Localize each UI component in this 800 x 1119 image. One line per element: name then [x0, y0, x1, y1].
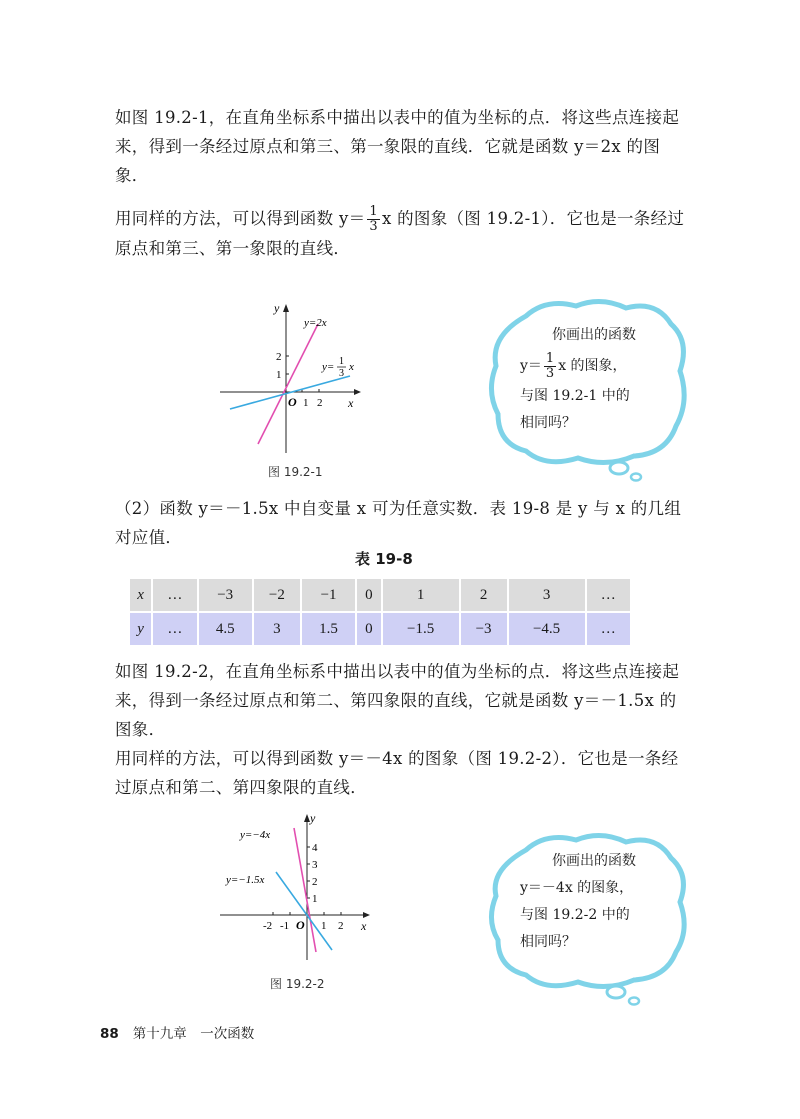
bubble-1-frac-den: 3	[545, 365, 555, 381]
fig2-origin-label: O	[296, 918, 305, 932]
fig1-line1-label: y=2x	[304, 317, 327, 329]
bubble-2-dot-large	[607, 986, 625, 998]
fig1-line2-frac-num: 1	[339, 356, 344, 367]
page-number: 88	[100, 1026, 119, 1042]
paragraph-3: （2）函数 y＝－1.5x 中自变量 x 可为任意实数．表 19-8 是 y 与 x 的几组对应值．	[115, 499, 682, 547]
bubble-1-line-2b: x 的图象，	[558, 358, 627, 374]
bubble-1-fraction	[544, 352, 556, 381]
bubble-1-line-2	[520, 349, 680, 383]
fraction-numerator: 1	[369, 204, 378, 219]
bubble-2-text	[520, 848, 680, 956]
figure-1-caption: 图 19.2-1	[268, 465, 323, 479]
table-cell: x	[129, 578, 152, 612]
table-cell: …	[586, 612, 631, 646]
bubble-2-line-1: 你画出的函数	[552, 853, 636, 869]
paragraph-1: 如图 19.2-1，在直角坐标系中描出以表中的值为坐标的点．将这些点连接起来，得到一条经过原点和第三、第一象限的直线．它就是函数 y＝2x 的图象．	[115, 108, 680, 185]
paragraph-5: 用同样的方法，可以得到函数 y＝－4x 的图象（图 19.2-2）．它也是一条经过原点和第二、第四象限的直线．	[115, 749, 679, 797]
bubble-2-dot-small	[629, 998, 639, 1005]
fig1-y-arrow-icon	[283, 304, 289, 312]
figure-19-2-2	[218, 810, 383, 970]
fig1-axis-x-label: x	[348, 396, 354, 410]
table-cell: y	[129, 612, 152, 646]
fig2-tick-label-xm2: -2	[263, 920, 273, 932]
paragraph-2-part-a: 用同样的方法，可以得到函数 y＝	[115, 209, 366, 228]
table-cell: −2	[253, 578, 301, 612]
fig2-axis-y-label: y	[310, 811, 316, 825]
fig2-line2-label: y=−1.5x	[226, 874, 265, 886]
fig2-x-arrow-icon	[363, 912, 370, 918]
figure-19-2-1	[218, 298, 368, 458]
table-row-y	[129, 612, 631, 646]
fig2-axis-x-label: x	[361, 919, 367, 933]
fig1-tick-label-y1: 1	[276, 369, 282, 381]
table-cell: 0	[356, 578, 381, 612]
table-cell: …	[152, 578, 197, 612]
fig2-tick-label-y2: 2	[312, 876, 318, 888]
table-cell: 3	[508, 578, 586, 612]
fig1-line2-label-a: y=	[322, 361, 335, 373]
table-cell: …	[586, 578, 631, 612]
paragraph-2-part-b: x 的图象（图 19.2-1）．它也是一条经过原点和第三、第一象限的直线．	[115, 209, 685, 258]
bubble-2-line-4: 相同吗？	[520, 934, 576, 950]
fig1-tick-label-x1: 1	[303, 397, 309, 409]
table-19-8	[128, 577, 632, 647]
bubble-1-line-4: 相同吗？	[520, 415, 576, 431]
bubble-1-line-2a: y＝	[520, 358, 542, 374]
table-cell: 4.5	[198, 612, 253, 646]
fig1-origin-label: O	[288, 395, 297, 409]
table-cell: …	[152, 612, 197, 646]
bubble-1-line-1: 你画出的函数	[552, 327, 636, 343]
table-cell: 3	[253, 612, 301, 646]
fig2-tick-label-x2: 2	[338, 920, 344, 932]
fig2-tick-label-xm1: -1	[280, 920, 290, 932]
table-cell: 1.5	[301, 612, 356, 646]
fig1-line-y-2x	[258, 324, 318, 444]
paragraph-4: 如图 19.2-2，在直角坐标系中描出以表中的值为坐标的点．将这些点连接起来，得到一条经过原点和第二、第四象限的直线，它就是函数 y＝－1.5x 的图象．	[115, 662, 680, 739]
bubble-1-line-3: 与图 19.2-1 中的	[520, 388, 630, 404]
fig1-line2-frac-den: 3	[339, 368, 344, 379]
fig2-tick-label-x1: 1	[321, 920, 327, 932]
table-cell: −4.5	[508, 612, 586, 646]
fig2-tick-label-y1: 1	[312, 893, 318, 905]
fraction-denominator: 3	[369, 219, 378, 234]
paragraph-2-fraction	[367, 205, 380, 234]
fig2-tick-label-y3: 3	[312, 859, 318, 871]
fig1-tick-label-y2: 2	[276, 351, 282, 363]
bubble-1-frac-num: 1	[545, 350, 555, 366]
bubble-2-line-2: y＝－4x 的图象，	[520, 880, 634, 896]
fig1-tick-label-x2: 2	[317, 397, 323, 409]
table-title: 表 19-8	[355, 550, 413, 568]
table-cell: −1	[301, 578, 356, 612]
bubble-1-text	[520, 322, 680, 437]
fig1-x-arrow-icon	[354, 389, 361, 395]
table-row-x	[129, 578, 631, 612]
table-cell: 0	[356, 612, 381, 646]
fig1-axis-y-label: y	[274, 301, 280, 315]
chapter-title: 第十九章 一次函数	[132, 1026, 255, 1042]
paragraph-2	[115, 204, 687, 263]
figure-2-caption: 图 19.2-2	[270, 977, 325, 991]
fig2-line1-label: y=−4x	[240, 829, 271, 841]
bubble-1-dot-small	[631, 474, 641, 481]
page-footer	[100, 1022, 254, 1042]
fig2-tick-label-y4: 4	[312, 842, 318, 854]
table-cell: −3	[198, 578, 253, 612]
table-cell: −3	[460, 612, 508, 646]
table-cell: 2	[460, 578, 508, 612]
bubble-1-dot-large	[610, 462, 628, 474]
fig1-line2-label-b: x	[349, 361, 354, 373]
table-cell: −1.5	[382, 612, 460, 646]
bubble-2-line-3: 与图 19.2-2 中的	[520, 907, 630, 923]
table-cell: 1	[382, 578, 460, 612]
